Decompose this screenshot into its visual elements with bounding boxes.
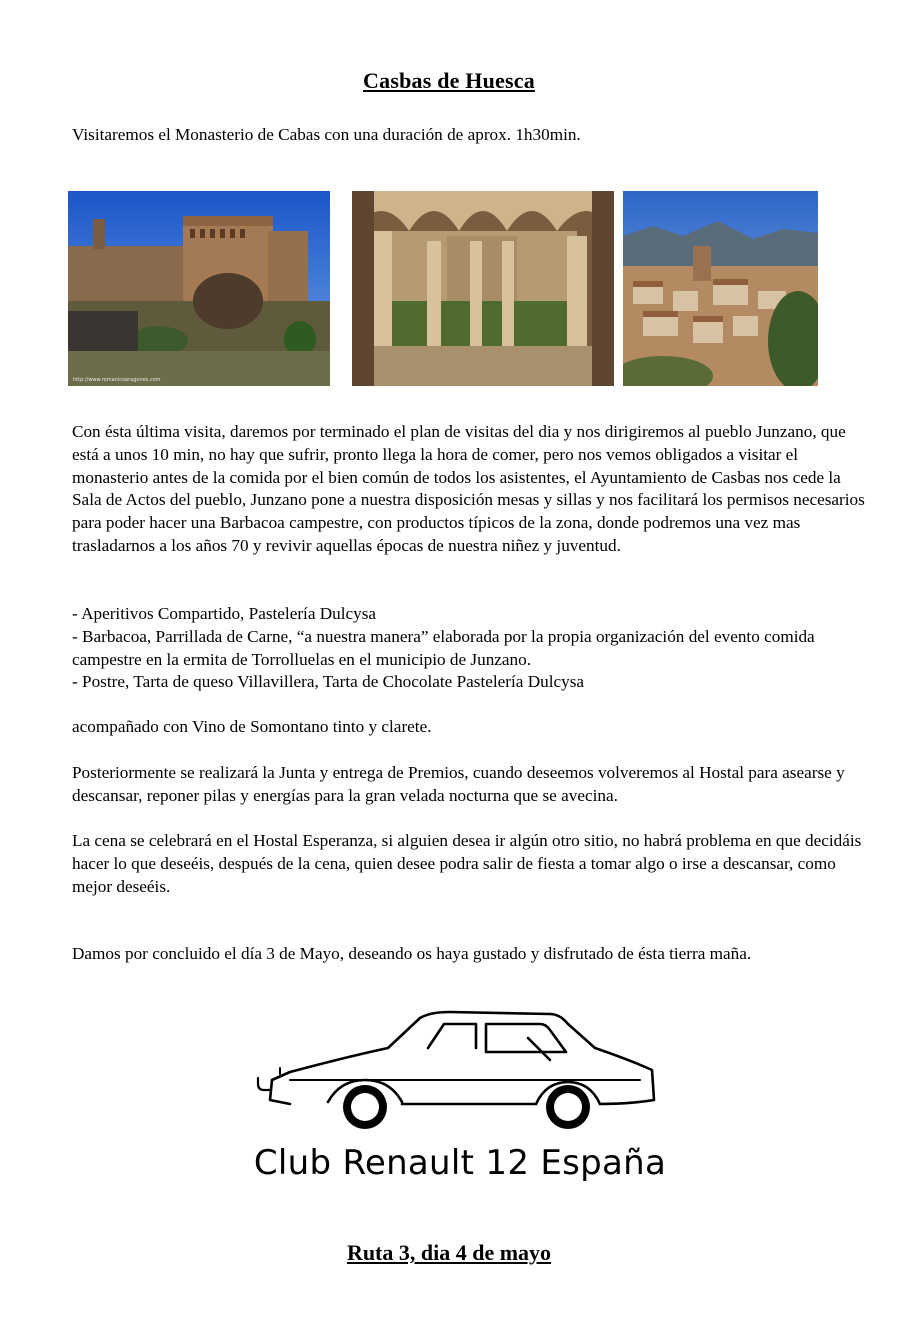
intro-paragraph: Visitaremos el Monasterio de Cabas con una duración de aprox. 1h30min. xyxy=(72,125,581,144)
dinner-paragraph: La cena se celebrará en el Hostal Esperanza, si alguien desea ir algún otro sitio, no habrá problema en que decidáis hacer lo que deseéis, después de la cena, quien desee podra salir de fiesta a tomar algo o irse a descansar, como mejor deseéis. xyxy=(72,831,862,896)
conclusion-paragraph: Damos por concluido el día 3 de Mayo, deseando os haya gustado y disfrutado de ésta tierra maña. xyxy=(72,944,752,963)
monastery-exterior-photo xyxy=(68,191,330,386)
photo-caption: http://www.romanicoaragones.com xyxy=(73,377,161,383)
menu-item-barbacoa: - Barbacoa, Parrillada de Carne, “a nuestra manera” elaborada por la propia organización del evento comida campestre en la ermita de Torrolluelas en el municipio de Junzano. xyxy=(72,626,815,669)
menu-item-aperitivos: - Aperitivos Compartido, Pastelería Dulcysa xyxy=(72,604,377,623)
club-logo-text: Club Renault 12 España xyxy=(253,1143,667,1183)
later-paragraph: Posteriormente se realizará la Junta y entrega de Premios, cuando deseemos volveremos al Hostal para asearse y descansar, reponer pilas y energías para la gran velada nocturna que se avecina. xyxy=(72,763,845,805)
menu-list xyxy=(72,603,872,694)
main-paragraph: Con ésta última visita, daremos por terminado el plan de visitas del dia y nos dirigiremos al pueblo Junzano, que está a unos 10 min, no hay que sufrir, pronto llega la hora de comer, pero nos vemos obligados a visitar el monasterio antes de la comida por el bien común de todos los asistentes, el Ayuntamiento de Casbas nos cede la Sala de Actos del pueblo, Junzano pone a nuestra disposición mesas y sillas y nos facilitará los permisos necesarios para poder hacer una Barbacoa campestre, con productos típicos de la zona, donde podremos una vez mas trasladarnos a los años 70 y revivir aquellas épocas de nuestra niñez y juventud. xyxy=(72,422,865,555)
wine-paragraph: acompañado con Vino de Somontano tinto y clarete. xyxy=(72,717,432,736)
page-title: Casbas de Huesca xyxy=(363,68,535,93)
footer-route-title: Ruta 3, dia 4 de mayo xyxy=(346,1240,552,1265)
village-panorama-photo xyxy=(623,191,818,386)
menu-item-postre: - Postre, Tarta de queso Villavillera, Tarta de Chocolate Pastelería Dulcysa xyxy=(72,672,585,692)
cloister-photo xyxy=(352,191,614,386)
